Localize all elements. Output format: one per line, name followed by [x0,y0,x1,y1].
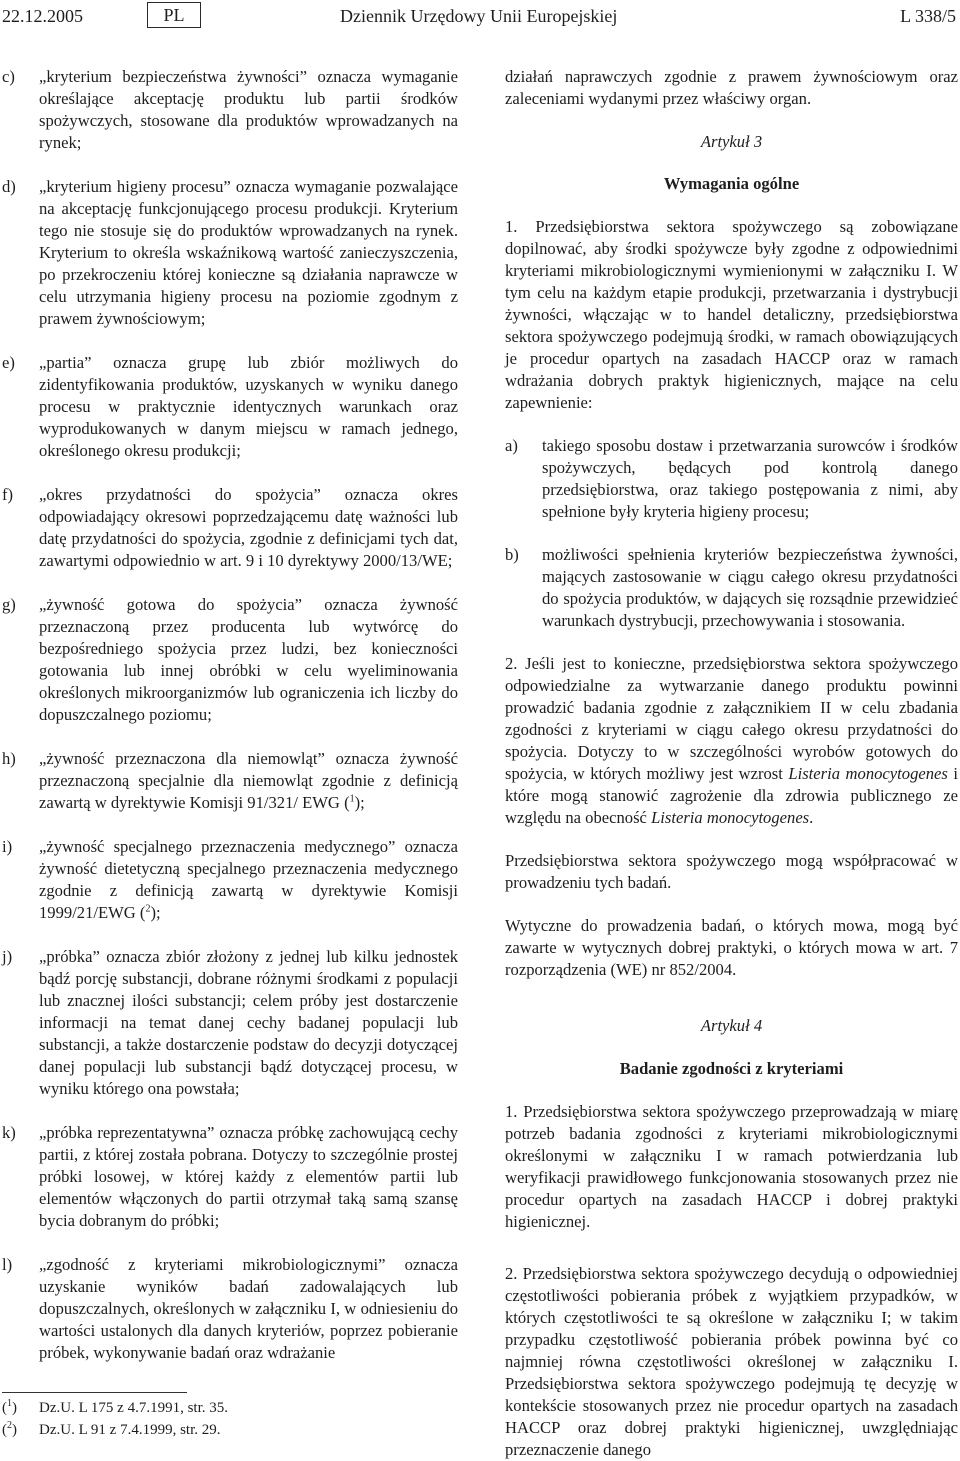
footnote-divider [2,1392,187,1393]
definition-e: e) „partia” oznacza grupę lub zbiór możliwych do zidentyfikowania produktów, uzyskanych w wyniku danego procesu w praktycznie identycznych warunkach oraz wyprodukowanych w danym miejscu w ramach jednego, określonego okresu produkcji; [2,353,458,460]
footnote-ref-1[interactable]: 1 [349,793,355,805]
article-3-item-b: b) możliwości spełnienia kryteriów bezpieczeństwa żywności, mających zastosowanie w ciągu całego okresu przydatności do spożycia produktów, w dających się rozsądnie przewidzieć warunkach dystrybucji, przechowywania i stosowania. [505,545,958,630]
definition-g: g) „żywność gotowa do spożycia” oznacza żywność przeznaczoną przez producenta lub wytwórcę do bezpośredniego spożycia przez ludzi, bez konieczności gotowania lub innej obróbki w celu wyeliminowania określonych mikroorganizmów lub ograniczenia ich liczby do dopuszczalnego poziomu; [2,595,458,724]
definition-l: l) „zgodność z kryteriami mikrobiologicznymi” oznacza uzyskanie wyników badań zadowalających lub dopuszczalnych, określonych w załączniku I, w odniesieniu do wartości ustalonych dla danych kryteriów, poprzez pobieranie próbek, wykonywanie badań oraz wdrażanie [2,1255,458,1362]
article-3-item-a: a) takiego sposobu dostaw i przetwarzania surowców i środków spożywczych, będących pod kontrolą danego przedsiębiorstwa, oraz takiego postępowania z nimi, aby spełnione były kryteria higieny procesu; [505,436,958,521]
footnote-1: ($^1$) Dz.U. L 175 z 4.7.1991, str. 35. [2,1398,229,1416]
definition-i: i) „żywność specjalnego przeznaczenia medycznego” oznacza żywność dietetyczną specjalnego przeznaczenia medycznego zgodnie z definicją zawartą w dyrektywie Komisji 1999/21/EWG ($^2$); [2,837,458,922]
journal-title: Dziennik Urzędowy Unii Europejskiej [340,6,618,26]
right-column [505,66,958,1461]
footnote-ref-2[interactable]: 2 [145,903,151,915]
article-3-paragraph-1: 1. Przedsiębiorstwa sektora spożywczego są zobowiązane dopilnować, aby środki spożywcze były zgodne z odpowiednimi kryteriami mikrobiologicznymi wymienionymi w załączniku I. W tym celu na każdym etapie produkcji, przetwarzania i dystrybucji żywności, włączając w to handel detaliczny, przedsiębiorstwa sektora spożywczego podejmują środki, w ramach obowiązujących je procedur opartych na zasadach HACCP oraz w ramach wdrażania dobrych praktyk higienicznych, mające na celu zapewnienie: [505,217,958,412]
article-3-paragraph-2: 2. Jeśli jest to konieczne, przedsiębiorstwa sektora spożywczego odpowiedzialne za wytwarzanie danego produktu powinni prowadzić badania zgodnie z załącznikiem II w celu zbadania zgodności z kryteriami w ciągu całego okresu przydatności do spożycia. Dotyczy to w szczególności wyrobów gotowych do spożycia, w których możliwy jest wzrost Listeria monocytogenes i które mogą stanowić zagrożenie dla zdrowia publicznego ze względu na obecność Listeria monocytogenes. [505,654,958,827]
article-3-paragraph-4: Wytyczne do prowadzenia badań, o których mowa, mogą być zawarte w wytycznych dobrej praktyki, o których mowa w art. 7 rozporządzenia (WE) nr 852/2004. [505,916,958,979]
left-column [2,66,458,1364]
footnote-2: ($^2$) Dz.U. L 91 z 7.4.1999, str. 29. [2,1420,221,1438]
article-3-paragraph-3: Przedsiębiorstwa sektora spożywczego mogą współpracować w prowadzeniu tych badań. [505,851,958,892]
publication-date: 22.12.2005 [2,6,83,26]
definition-c: c) „kryterium bezpieczeństwa żywności” oznacza wymaganie określające akceptację produktu lub partii środków spożywczych, stosowane dla produktów wprowadzanych na rynek; [2,67,458,152]
article-4-title: Artykuł 4 [700,1016,763,1035]
article-3-title: Artykuł 3 [700,132,763,151]
continued-paragraph: działań naprawczych zgodnie z prawem żywnościowym oraz zaleceniami wydanymi przez właściwy organ. [505,67,958,108]
species-name: Listeria monocytogenes [651,808,810,827]
definition-d: d) „kryterium higieny procesu” oznacza wymaganie pozwalające na akceptację funkcjonującego procesu produkcji. Kryterium tego nie stosuje się do produktów wprowadzanych na rynek. Kryterium to określa wskaźnikową wartość zanieczyszczenia, po przekroczeniu której konieczne są działania naprawcze w celu utrzymania higieny procesu na poziomie zgodnym z prawem żywnościowym; [2,177,458,328]
definition-h: h) „żywność przeznaczona dla niemowląt” oznacza żywność przeznaczoną specjalnie dla niemowląt zgodnie z definicją zawartą w dyrektywie Komisji 91/321/ EWG ($^1$); [2,749,458,812]
language-badge: PL [147,2,201,28]
definition-j: j) „próbka” oznacza zbiór złożony z jednej lub kilku jednostek bądź porcję substancji, dobrane różnymi środkami z populacji lub znacznej ilości substancji; celem próby jest dostarczenie informacji na temat danej cechy badanej populacji lub substancji, a także dostarczenie podstaw do decyzji dotyczącej danej populacji lub substancji bądź dotyczącej procesu, w wyniku którego ona powstała; [2,947,458,1098]
definition-k: k) „próbka reprezentatywna” oznacza próbkę zachowującą cechy partii, z której została pobrana. Dotyczy to szczególnie prostej próbki losowej, w której każdy z elementów partii lub elementów włączonych do partii otrzymał taką samą szansę bycia dobranym do próbki; [2,1123,458,1230]
definition-f: f) „okres przydatności do spożycia” oznacza okres odpowiadający okresowi poprzedzającemu datę ważności lub datę przydatności do spożycia, zgodnie z definicjami tych dat, zawartymi odpowiednio w art. 9 i 10 dyrektywy 2000/13/WE; [2,485,458,570]
species-name: Listeria monocytogenes [788,764,948,783]
page-header [0,0,960,36]
article-4-paragraph-1: 1. Przedsiębiorstwa sektora spożywczego przeprowadzają w miarę potrzeb badania zgodności z kryteriami mikrobiologicznymi określonymi w załączniku I w ramach potwierdzania lub weryfikacji prawidłowego funkcjonowania stosowanych przez nie procedur opartych na zasadach HACCP i dobrej praktyki higienicznej. [505,1102,958,1231]
page-reference: L 338/5 [900,6,956,26]
article-4-heading: Badanie zgodności z kryteriami [619,1059,844,1078]
article-3-heading: Wymagania ogólne [663,174,800,193]
article-4-paragraph-2: 2. Przedsiębiorstwa sektora spożywczego decydują o odpowiedniej częstotliwości pobierania próbek z wyjątkiem przypadków, w których częstotliwości te są określone w załączniku I; w takim przypadku częstotliwość pobierania próbek powinna być co najmniej równa częstotliwości określonej w załączniku I. Przedsiębiorstwa sektora spożywczego podejmują tę decyzję w kontekście stosowanych przez nie procedur opartych na zasadach HACCP oraz dobrej praktyki higienicznej, uwzględniając przeznaczenie danego [505,1264,958,1459]
footnotes [2,1397,458,1441]
